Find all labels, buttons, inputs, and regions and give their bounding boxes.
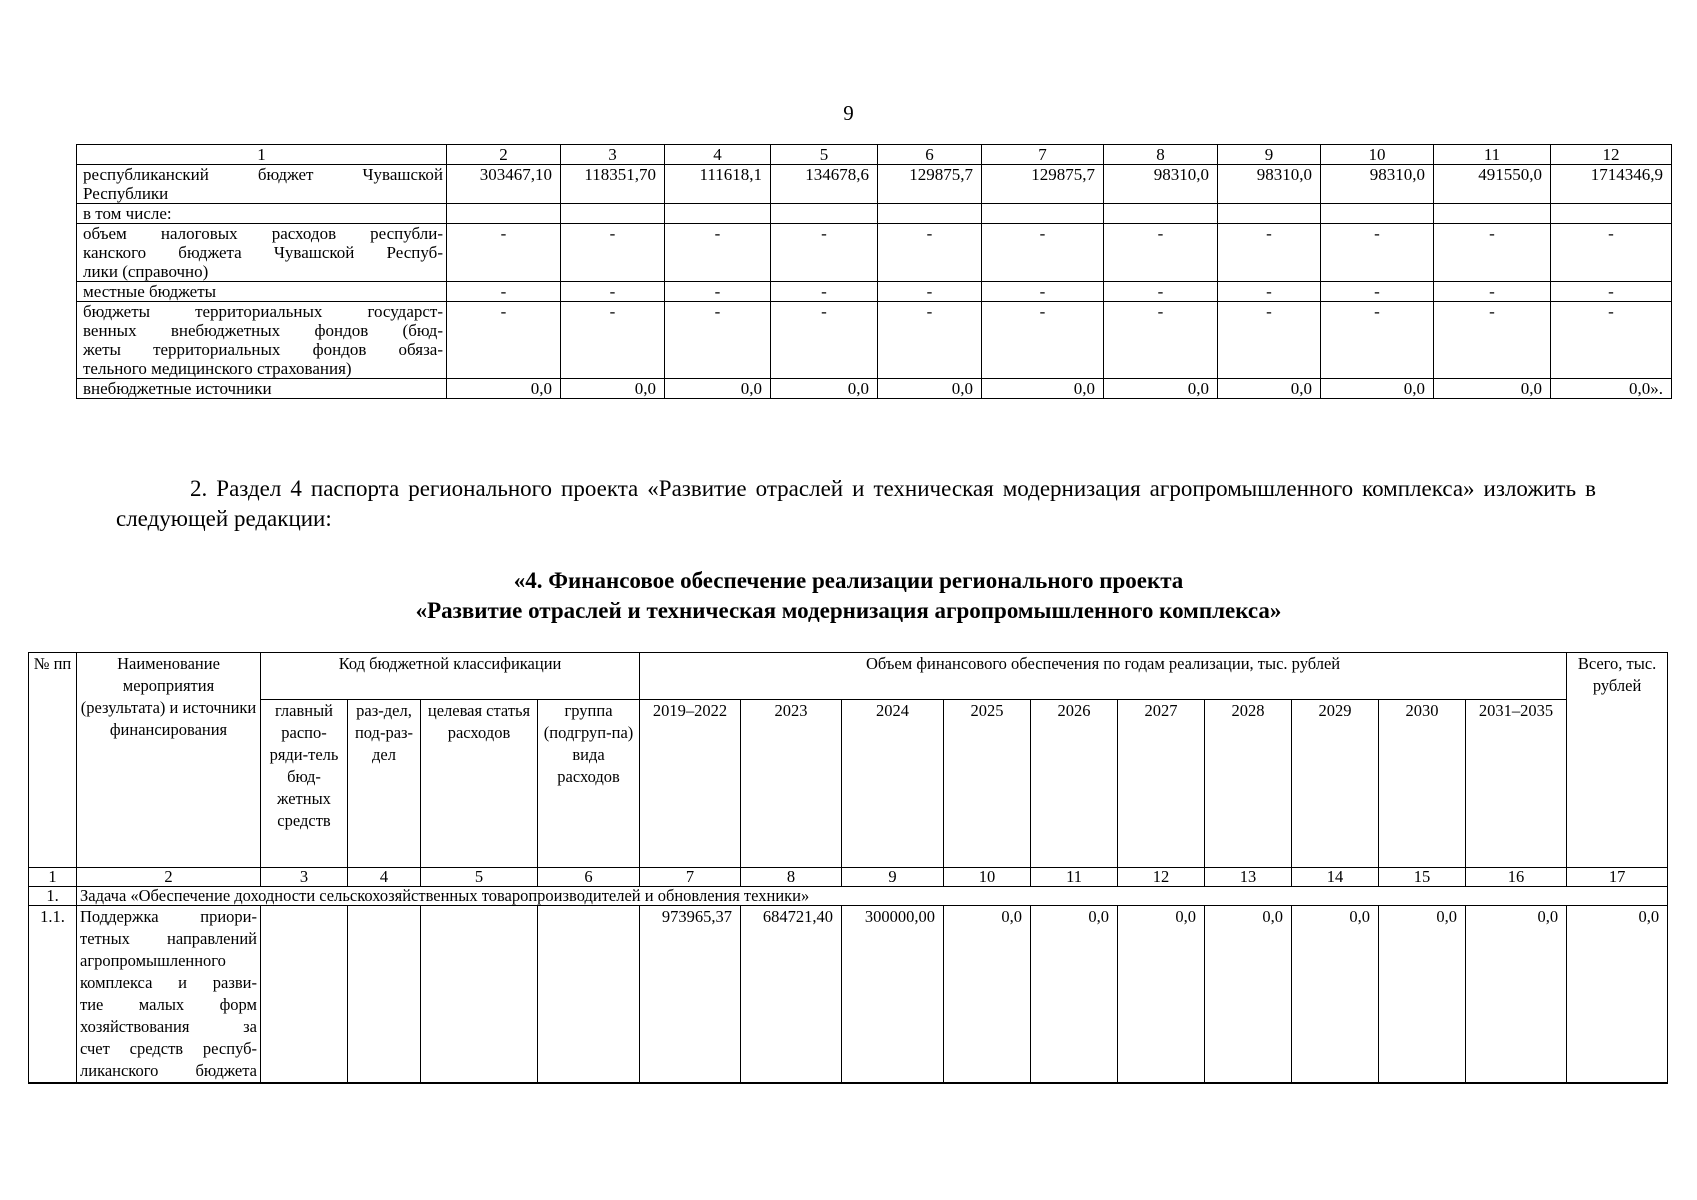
task-text: Задача «Обеспечение доходности сельскохозяйственных товаропроизводителей и обновления техники» [77,887,1668,906]
amendment-paragraph: 2. Раздел 4 паспорта регионального проекта «Развитие отраслей и техническая модернизация агропромышленного комплекса» изложить в следующей редакции: [116,476,1596,531]
activity-name-line: ликанского бюджета [80,1061,257,1080]
activity-name [77,906,261,1084]
header-name: Наименование мероприятия (результата) и источники финансирования [77,653,261,868]
row-value: - [665,224,771,282]
table1-row [77,302,1672,379]
row-value [1551,204,1672,224]
row-value: 98310,0 [1321,165,1434,204]
col-number: 11 [1031,868,1118,887]
col-number: 7 [640,868,741,887]
row-value: 0,0 [982,379,1104,399]
header-year: 2023 [741,700,842,868]
header-year: 2026 [1031,700,1118,868]
t1-head: 10 [1321,145,1434,165]
row-label [77,224,447,282]
row-value: - [878,282,982,302]
col-number: 8 [741,868,842,887]
activity-value: 0,0 [944,906,1031,1084]
row-label [77,379,447,399]
table1-header-row [77,145,1672,165]
col-number: 10 [944,868,1031,887]
row-value: - [1321,302,1434,379]
t1-head: 2 [447,145,561,165]
activity-value: 0,0 [1466,906,1567,1084]
row-value: 491550,0 [1434,165,1551,204]
row-value [561,204,665,224]
row-value: - [1551,224,1672,282]
row-label-line: тельного медицинского страхования) [83,359,352,378]
t1-head: 12 [1551,145,1672,165]
col-number: 16 [1466,868,1567,887]
t1-head: 3 [561,145,665,165]
row-value: - [447,224,561,282]
financing-table [28,652,1668,1084]
row-value: 0,0 [1104,379,1218,399]
header-year: 2025 [944,700,1031,868]
col-number: 3 [261,868,348,887]
header-chief-administrator: главный распо-ряди-тель бюд-жетных средств [261,700,348,868]
empty-code-cell [261,906,348,1084]
table1-row [77,224,1672,282]
row-value [1104,204,1218,224]
task-row [29,887,1668,906]
budget-continuation-table [76,144,1672,399]
row-label-line: лики (справочно) [83,262,209,281]
row-value: - [771,302,878,379]
row-value: 0,0 [1434,379,1551,399]
row-value: - [982,282,1104,302]
row-value: 118351,70 [561,165,665,204]
header-expense-group: группа (подгруп-па) вида расходов [538,700,640,868]
activity-value: 0,0 [1118,906,1205,1084]
activity-value: 0,0 [1031,906,1118,1084]
column-number-row [29,868,1668,887]
row-value [665,204,771,224]
header-volume: Объем финансового обеспечения по годам реализации, тыс. рублей [640,653,1567,700]
activity-name-line: счет средств респуб- [80,1039,257,1058]
row-value [1434,204,1551,224]
row-value: 0,0». [1551,379,1672,399]
row-value: - [1321,224,1434,282]
row-value: - [665,302,771,379]
page-number: 9 [843,101,854,125]
header-year: 2027 [1118,700,1205,868]
row-value: - [1218,302,1321,379]
activity-name-line: тие малых форм [80,995,257,1014]
row-value: 0,0 [447,379,561,399]
row-value: 0,0 [1218,379,1321,399]
activity-value: 0,0 [1292,906,1379,1084]
row-value: 129875,7 [982,165,1104,204]
activity-name-line: комплекса и разви- [80,973,257,992]
row-value [982,204,1104,224]
col-number: 9 [842,868,944,887]
activity-value: 0,0 [1567,906,1668,1084]
col-number: 17 [1567,868,1668,887]
t1-head: 8 [1104,145,1218,165]
row-value: - [1321,282,1434,302]
col-number: 1 [29,868,77,887]
table1-body [77,145,1672,399]
header-num: № пп [29,653,77,868]
empty-code-cell [538,906,640,1084]
activity-value: 973965,37 [640,906,741,1084]
col-number: 12 [1118,868,1205,887]
section-title-line2: «Развитие отраслей и техническая модернизация агропромышленного комплекса» [415,598,1282,623]
row-value [1321,204,1434,224]
row-value: 98310,0 [1218,165,1321,204]
row-value [1218,204,1321,224]
activity-value: 684721,40 [741,906,842,1084]
header-budget-code: Код бюджетной классификации [261,653,640,700]
row-value: - [447,282,561,302]
row-value: 134678,6 [771,165,878,204]
table1-row [77,282,1672,302]
row-label [77,204,447,224]
row-value: 98310,0 [1104,165,1218,204]
row-value [878,204,982,224]
row-value: - [982,302,1104,379]
table1-row [77,204,1672,224]
task-number: 1. [29,887,77,906]
t1-head: 7 [982,145,1104,165]
row-label-line: объем налоговых расходов республи- [83,224,443,243]
row-value: - [665,282,771,302]
row-value: - [1218,282,1321,302]
row-value: 0,0 [1321,379,1434,399]
row-label-line: жеты территориальных фондов обяза- [83,340,443,359]
header-year: 2030 [1379,700,1466,868]
header-target-article: целевая статья расходов [421,700,538,868]
row-value: - [771,282,878,302]
row-label [77,302,447,379]
row-label [77,282,447,302]
row-label-line: местные бюджеты [83,282,217,301]
row-value: 0,0 [665,379,771,399]
empty-code-cell [348,906,421,1084]
row-label-line: Республики [83,184,169,203]
row-value: - [982,224,1104,282]
section-title-line1: «4. Финансовое обеспечение реализации регионального проекта [513,568,1184,593]
empty-code-cell [421,906,538,1084]
row-value: - [771,224,878,282]
row-value: 0,0 [561,379,665,399]
row-value: 0,0 [771,379,878,399]
row-label [77,165,447,204]
header-year: 2031–2035 [1466,700,1567,868]
row-value: 1714346,9 [1551,165,1672,204]
row-value: - [1104,282,1218,302]
row-value: - [561,302,665,379]
header-year: 2029 [1292,700,1379,868]
row-value: - [561,224,665,282]
activity-name-line: Поддержка приори- [80,907,257,926]
row-value: 303467,10 [447,165,561,204]
header-year: 2019–2022 [640,700,741,868]
col-number: 13 [1205,868,1292,887]
activity-value: 0,0 [1205,906,1292,1084]
t1-head: 4 [665,145,771,165]
t1-head: 9 [1218,145,1321,165]
row-value: - [878,302,982,379]
t1-head: 5 [771,145,878,165]
row-value: 0,0 [878,379,982,399]
row-value: - [447,302,561,379]
row-label-line: канского бюджета Чувашской Респуб- [83,243,443,262]
row-label-line: в том числе: [83,204,172,223]
activity-value: 300000,00 [842,906,944,1084]
row-value: - [1218,224,1321,282]
activity-name-line: хозяйствования за [80,1017,257,1036]
row-value: - [1104,302,1218,379]
header-section: раз-дел, под-раз-дел [348,700,421,868]
row-value: - [878,224,982,282]
col-number: 4 [348,868,421,887]
header-year: 2024 [842,700,944,868]
row-value: - [1551,302,1672,379]
header-year: 2028 [1205,700,1292,868]
row-value: - [561,282,665,302]
row-value: - [1104,224,1218,282]
activity-value: 0,0 [1379,906,1466,1084]
row-value: 111618,1 [665,165,771,204]
row-value: - [1434,302,1551,379]
row-value: - [1434,282,1551,302]
table1-row [77,165,1672,204]
row-label-line: венных внебюджетных фондов (бюд- [83,321,443,340]
col-number: 6 [538,868,640,887]
table1-row [77,379,1672,399]
row-value: - [1434,224,1551,282]
activity-name-line: агропромышленного [80,951,226,970]
activity-row-1-1 [29,906,1668,1084]
row-label-line: республиканский бюджет Чувашской [83,165,443,184]
activity-name-line: тетных направлений [80,929,257,948]
row-value [447,204,561,224]
activity-number: 1.1. [29,906,77,1084]
row-value: 129875,7 [878,165,982,204]
row-label-line: внебюджетные источники [83,379,272,398]
col-number: 5 [421,868,538,887]
t1-head: 6 [878,145,982,165]
row-value [771,204,878,224]
row-label-line: бюджеты территориальных государст- [83,302,443,321]
col-number: 15 [1379,868,1466,887]
header-total: Всего, тыс. рублей [1567,653,1668,868]
col-number: 2 [77,868,261,887]
t1-head: 11 [1434,145,1551,165]
row-value: - [1551,282,1672,302]
col-number: 14 [1292,868,1379,887]
t1-head: 1 [77,145,447,165]
